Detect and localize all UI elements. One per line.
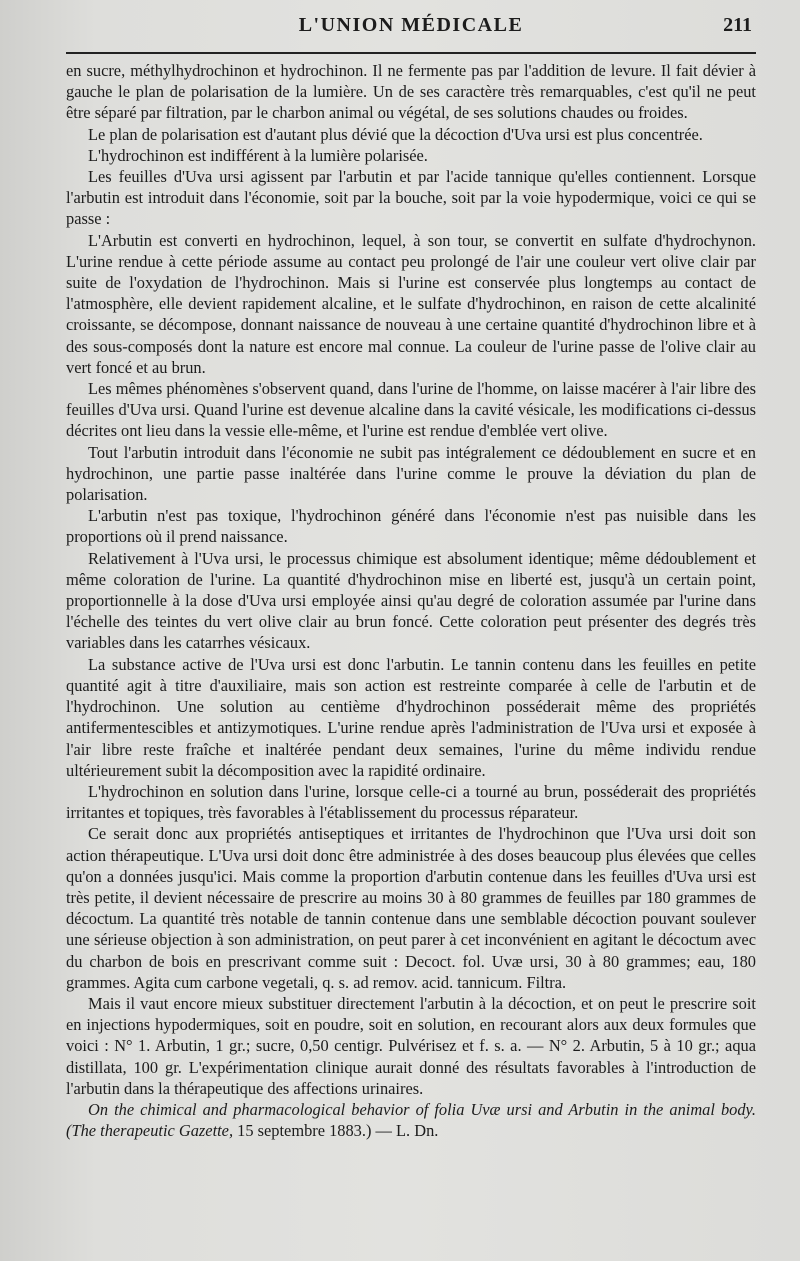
paragraph: L'arbutin n'est pas toxique, l'hydrochinon généré dans l'économie n'est pas nuisible dans les proportions où il prend naissance. <box>66 506 756 547</box>
article-body <box>66 60 756 1141</box>
paragraph: L'Arbutin est converti en hydrochinon, lequel, à son tour, se convertit en sulfate d'hydrochynon. L'urine rendue à cette période assume au contact peu prolongé de l'air une couleur vert olive clair par suite de l'oxydation de l'hydrochinon. Mais si l'urine est conservée plus longtemps au contact de l'atmosphère, elle devient rapidement alcaline, et le sulfate d'hydrochinon, en raison de cette alcalinité croissante, se décompose, donnant naissance de nouveau à une certaine quantité d'hydrochinon libre et à des sous-composés dont la nature est encore mal connue. La couleur de l'urine passe de l'olive clair au vert foncé et au brun. <box>66 230 756 377</box>
citation <box>66 1099 756 1141</box>
header-rule <box>66 52 756 54</box>
paragraph: Le plan de polarisation est d'autant plus dévié que la décoction d'Uva ursi est plus concentrée. <box>88 124 703 144</box>
paragraph: Relativement à l'Uva ursi, le processus chimique est absolument identique; même dédoublement et même coloration de l'urine. La quantité d'hydrochinon mise en liberté est, jusqu'à un certain point, proportionnelle à la dose d'Uva ursi employée ainsi qu'au degré de coloration assumée par l'urine dans l'échelle des teintes du vert olive clair au brun foncé. Cette coloration peut présenter des degrés très variables dans les catarrhes vésicaux. <box>66 548 756 653</box>
paragraph: La substance active de l'Uva ursi est donc l'arbutin. Le tannin contenu dans les feuilles en petite quantité agit à titre d'auxiliaire, mais son action est restreinte comparée à celle de l'arbutin et de l'hydrochinon. Une solution au centième d'hydrochinon posséderait même des propriétés antifermentescibles et antizymotiques. L'urine rendue après l'administration de l'Uva ursi et exposée à l'air libre reste fraîche et inaltérée pendant deux semaines, l'urine du même individu rendue ultérieurement subit la décomposition avec la rapidité ordinaire. <box>66 654 756 780</box>
citation-title: On the chimical and pharmacological behavior of folia Uvæ ursi and Arbutin in the animal body. (The therapeutic Gazette, <box>66 1099 756 1141</box>
paragraph: Tout l'arbutin introduit dans l'économie ne subit pas intégralement ce dédoublement en sucre et en hydrochinon, une partie passe inaltérée dans l'urine comme le prouve la déviation du plan de polarisation. <box>66 442 756 505</box>
page-header <box>66 14 756 42</box>
paragraph: Ce serait donc aux propriétés antiseptiques et irritantes de l'hydrochinon que l'Uva ursi doit son action thérapeutique. L'Uva ursi doit donc être administrée à des doses beaucoup plus élevées que celles qu'on a données jusqu'ici. Mais comme la proportion d'arbutin contenue dans les feuilles d'Uva ursi est très petite, il devient nécessaire de prescrire au moins 30 à 80 grammes de feuilles par 180 grammes de décoctum. La quantité très notable de tannin contenue dans une semblable décoction pouvant soulever une sérieuse objection à son administration, on peut parer à cet inconvénient en agitant le décoctum avec du charbon de bois en prescrivant comme suit : Decoct. fol. Uvæ ursi, 30 à 80 grammes; eau, 180 grammes. Agita cum carbone vegetali, q. s. ad remov. acid. tannicum. Filtra. <box>66 824 756 992</box>
paragraph: Mais il vaut encore mieux substituer directement l'arbutin à la décoction, et on peut le prescrire soit en injections hypodermiques, soit en poudre, soit en solution, en recourant alors aux deux formules que voici : N° 1. Arbutin, 1 gr.; sucre, 0,50 centigr. Pulvérisez et f. s. a. — N° 2. Arbutin, 5 à 10 gr.; aqua distillata, 100 gr. L'expérimentation clinique aurait donné des résultats favorables à l'introduction de l'arbutin dans la thérapeutique des affections urinaires. <box>66 993 756 1098</box>
citation-source: 15 septembre 1883.) — L. Dn. <box>233 1121 439 1141</box>
paragraph: Les feuilles d'Uva ursi agissent par l'arbutin et par l'acide tannique qu'elles contiennent. Lorsque l'arbutin est introduit dans l'économie, soit par la bouche, soit par la voie hypodermique, voici ce qui se passe : <box>66 167 756 229</box>
paragraph: L'hydrochinon en solution dans l'urine, lorsque celle-ci a tourné au brun, posséderait des propriétés irritantes et topiques, très favorables à l'établissement du processus réparateur. <box>66 781 756 823</box>
paragraph: L'hydrochinon est indifférent à la lumière polarisée. <box>88 145 428 165</box>
page-number: 211 <box>723 14 752 36</box>
paragraph: Les mêmes phénomènes s'observent quand, dans l'urine de l'homme, on laisse macérer à l'air libre des feuilles d'Uva ursi. Quand l'urine est devenue alcaline dans la cavité vésicale, les modifications ci-dessus décrites ont lieu dans la vessie elle-même, et l'urine est rendue d'emblée vert olive. <box>66 379 756 441</box>
paragraph: en sucre, méthylhydrochinon et hydrochinon. Il ne fermente pas par l'addition de levure. Il fait dévier à gauche le plan de polarisation de la lumière. Un de ses caractère très remarquables, c'est qu'il ne peut être séparé par filtration, par le charbon animal ou végétal, de ses solutions chaudes ou froides. <box>66 61 756 123</box>
running-title: L'UNION MÉDICALE <box>298 14 524 36</box>
